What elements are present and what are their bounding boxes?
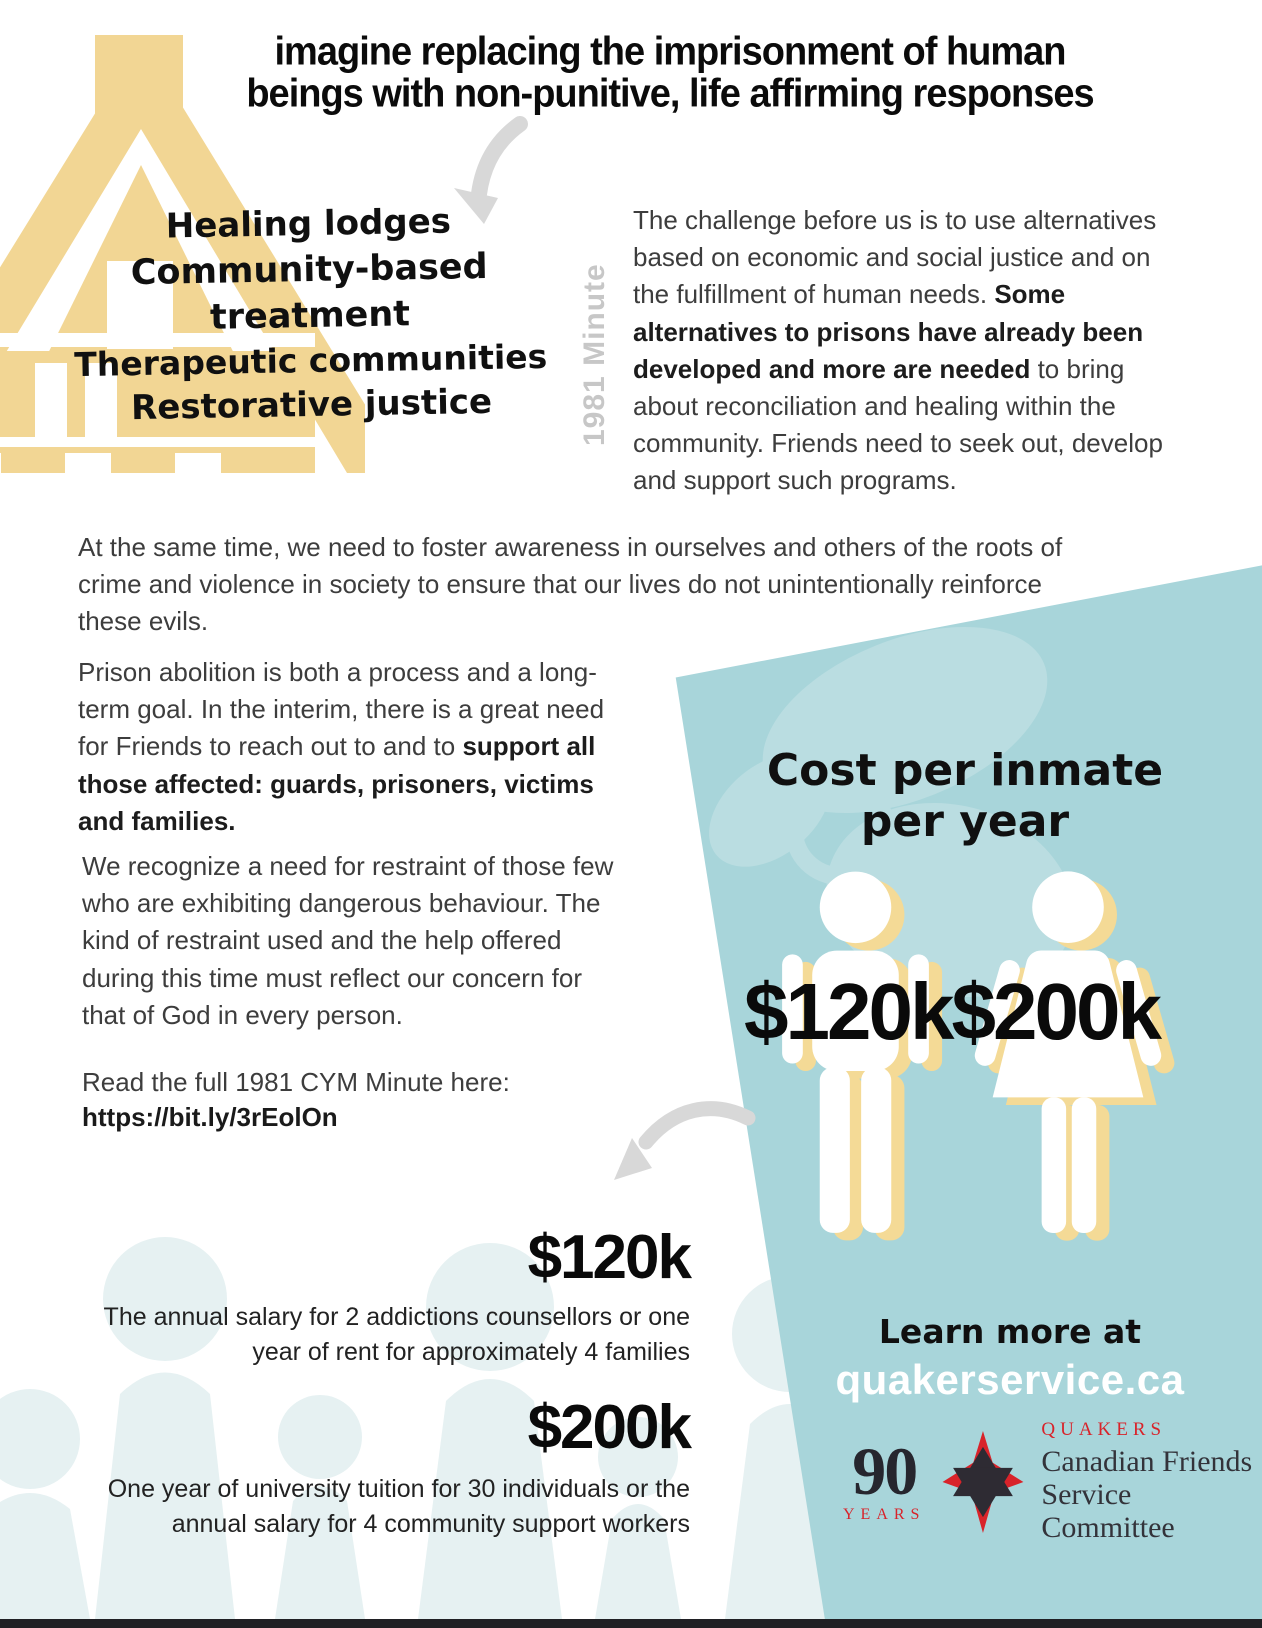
female-cost-value: $200k: [951, 967, 1159, 1056]
org-name-line2: Service Committee: [1041, 1478, 1175, 1544]
bottom-edge-bar: [0, 1619, 1262, 1628]
org-name-block: [1041, 1420, 1262, 1544]
cost-panel-title: [730, 746, 1200, 847]
headline-line2: beings with non-punitive, life affirming responses: [246, 71, 1094, 116]
org-small-label: QUAKERS: [1041, 1419, 1167, 1440]
ninety-years-logo: [843, 1432, 926, 1525]
alternative-item: Community-based treatment: [130, 246, 488, 338]
curved-arrow-left-icon: [612, 1098, 757, 1193]
comparison-1-description: The annual salary for 2 addictions counsellors or one year of rent for approximately 4 families: [103, 1303, 690, 1366]
male-cost-value: $120k: [744, 967, 952, 1056]
comparison-2-amount: $200k: [527, 1393, 690, 1462]
paragraph-abolition: [78, 654, 623, 840]
alternative-item: Healing lodges: [165, 201, 452, 247]
challenge-text-post: to bring about reconciliation and healing within the community. Friends need to seek out, develop and support such programs.: [633, 353, 1163, 496]
minute-label: 1981 Minute: [578, 263, 611, 446]
cost-amounts: [744, 966, 1262, 1058]
paragraph-challenge: [633, 202, 1178, 499]
alternative-item: Therapeutic communities: [73, 337, 548, 385]
challenge-text: The challenge before us is to use alternatives based on economic and social justice and on the fulfillment of human needs.: [633, 205, 1157, 310]
challenge-bold: Some alternatives to prisons have already been developed and more are needed: [633, 279, 1144, 384]
cost-title-line2: per year: [860, 795, 1070, 847]
cfsc-logo: [843, 1420, 1262, 1544]
paragraph-awareness: At the same time, we need to foster awareness in ourselves and others of the roots of crime and violence in society to ensure that our lives do not unintentionally reinforce these evils.: [78, 532, 1063, 637]
ninety-number: 90: [852, 1432, 917, 1509]
comparison-1-amount: $120k: [527, 1223, 690, 1292]
abolition-bold: support all those affected: guards, prisoners, victims and families.: [78, 731, 596, 836]
learn-more-label: Learn more at: [878, 1312, 1142, 1351]
years-label: YEARS: [843, 1506, 926, 1524]
quaker-star-icon: [939, 1428, 1027, 1536]
paragraph-restraint: We recognize a need for restraint of those few who are exhibiting dangerous behaviour. The kind of restraint used and the help offered during this time must reflect our concern for that of God in every person.: [82, 851, 614, 1030]
alternatives-list: [28, 197, 592, 432]
headline: [180, 32, 1160, 114]
read-more-label: Read the full 1981 CYM Minute here:: [82, 1067, 510, 1097]
comparison-2-description: One year of university tuition for 30 individuals or the annual salary for 4 community support workers: [107, 1475, 690, 1538]
headline-line1: imagine replacing the imprisonment of human: [274, 30, 1066, 75]
abolition-text: Prison abolition is both a process and a long-term goal. In the interim, there is a great need for Friends to reach out to and to: [78, 657, 605, 762]
cost-title-line1: Cost per inmate: [766, 745, 1164, 796]
website-link[interactable]: quakerservice.ca: [835, 1356, 1185, 1403]
alternative-item: Restorative justice: [130, 381, 493, 428]
read-more-link[interactable]: https://bit.ly/3rEolOn: [82, 1102, 338, 1132]
org-name-line1: Canadian Friends: [1041, 1445, 1253, 1478]
